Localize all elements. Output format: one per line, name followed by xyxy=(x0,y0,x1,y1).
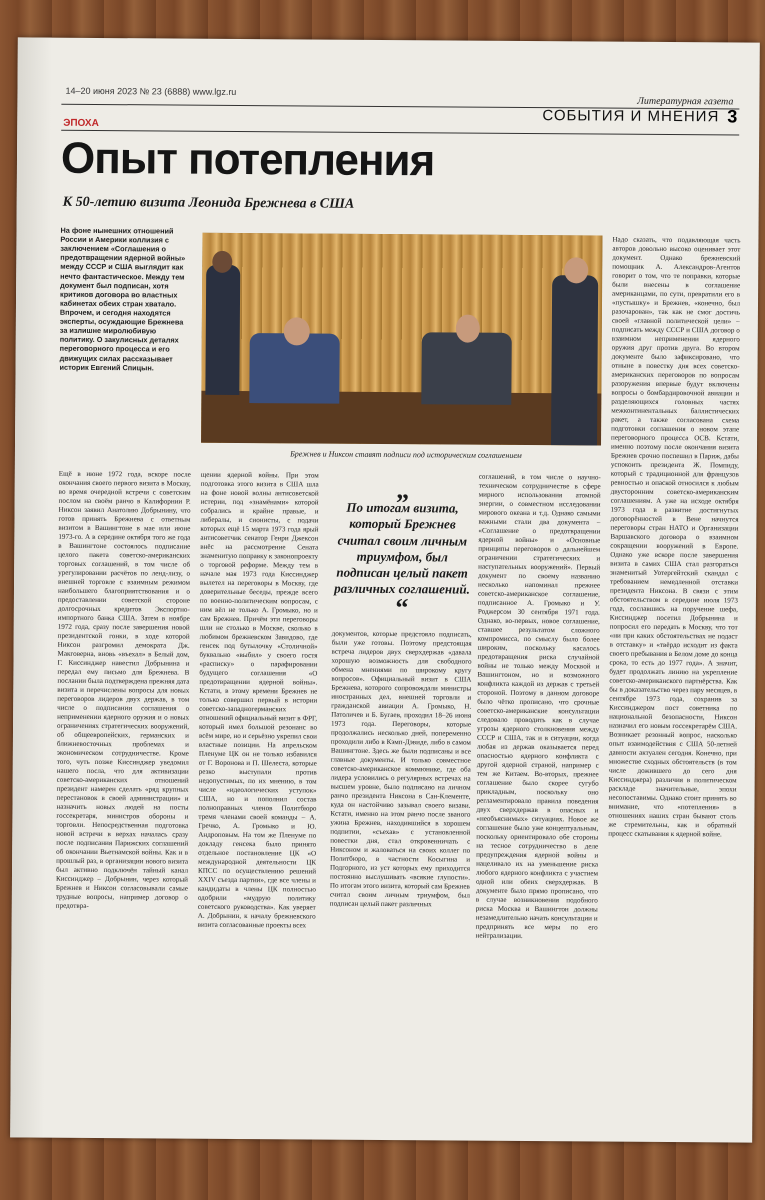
section-title: СОБЫТИЯ И МНЕНИЯ xyxy=(542,107,720,126)
photo-figure-right xyxy=(551,275,598,445)
rubric-label: ЭПОХА xyxy=(63,117,99,129)
pull-quote-text: По итогам визита, который Брежнев считал своим личным триумфом, был подписан целый пакет различных соглашений. xyxy=(334,499,470,597)
page-number: 3 xyxy=(727,106,738,127)
article-column-3b: соглашений, в том числе о научно-техническом сотрудничестве в сфере мирного использования атомной энергии, о совместном исследовании мирового океана и т.д. Однако самыми важными стали два документа – «Соглашение о предотвращении ядерной войны» и «Основные принципы переговоров о дальнейшем ограничении стратегических и наступательных вооружений». Первый документ по своему названию несколько напоминал прежнее советско-американское соглашение, подписанное А. Громыко и У. Роджерсом 30 сентября 1971 года. Однако, во-первых, новое соглашение, ставшее результатом сложного компромисса, по смыслу было более широким, поскольку касалось предотвращения риска случайной войны не только между Москвой и Вашингтоном, но и возможного конфликта каждой из держав с третьей стороной. Поэтому в данном договоре было чётко прописано, что срочные советско-американские консультации следовало проводить как в случае угрозы ядерного столкновения между СССР и США, так и в ситуации, когда любая из держав оказывается перед опасностью ядерного конфликта с другой ядерной страной, например с тем же Китаем. Во-вторых, прежнее соглашение было скорее сугубо прикладным, поскольку оно регламентировало правила поведения двух сверхдержав в опасных и «необъяснимых» ситуациях. Новое же соглашение было уже концептуальным, поскольку ориентировало обе стороны на тесное сотрудничество в деле предупреждения ядерной войны и нацеливало их на уменьшение риска любого ядерного конфликта с участием одной или обеих сверхдержав. В документе было прямо прописано, что в случае возникновения подобного риска Москва и Вашингтон должны незамедлительно начать консультации и предпринять все меры по его нейтрализации. xyxy=(475,472,601,940)
pull-quote xyxy=(332,475,473,622)
page-fold-shadow xyxy=(10,37,52,1137)
issue-date-line: 14–20 июня 2023 № 23 (6888) www.lgz.ru xyxy=(65,85,237,97)
photo-head-right xyxy=(564,257,588,283)
article-column-1: Ещё в июне 1972 года, вскоре после окончания своего первого визита в Москву, во время очередной встречи с советским послом на своём ранчо в Калифорнии Р. Никсон заявил Анатолию Добрынину, что готов принять Брежнева с ответным визитом в Вашингтоне в мае или июне 1973-го. А в середине октября того же года в Вашингтоне состоялось подписание целого пакета советско-американских торговых соглашений, в том числе об урегулировании расчётов по ленд-лизу, о внешней торговле с взаимным режимом наибольшего благоприятствования и о предоставлении советской стороне долгосрочных кредитов Экспортно-импортного банка США. Затем в ноябре 1972 года, сразу после завершения новой президентской гонки, в ходе которой Никсон разгромил демократа Дж. Макговерна, вновь «въехал» в Белый дом, Г. Киссинджер навестил Добрынина и передал ему письмо для Брежнева. В послании была подтверждена прежняя дата визита и перечислены вопросы для новых переговоров лидеров двух держав, в том числе о подписании соглашения о неприменении ядерного оружия и о новых ограничениях стратегических вооружений, об общеевропейских, германских и ближневосточных проблемах и экономическом сотрудничестве. Кроме того, чуть позже Киссинджер уведомил нашего посла, что для активизации советско-американских отношений президент намерен сделать «ряд крупных перестановок в своей администрации» и назначить новых людей на посты госсекретаря, министров обороны и торговли. Непосредственная подготовка новой встречи в верхах началась сразу после подписания Парижских соглашений об окончании Вьетнамской войны. Как и в прошлый раз, в организации нового визита был активно подключён тайный канал Киссинджер – Добрынин, через который Брежнев и Никсон согласовывали самые трудные вопросы, например договор о предотвра- xyxy=(55,469,191,910)
photo-head-brezhnev xyxy=(284,317,310,345)
photo-head-nixon xyxy=(456,314,480,342)
article-column-4: Надо сказать, что подавляющая часть авторов довольно высоко оценивает этот документ. Однако брежневский помощник А. Александров-Агентов говорит о том, что те поправки, которые были внесены в соглашение американцами, по сути, превратили его в «пустышку» и Брежнев, «конечно, был разочарован», так как не смог достичь своей «главной политической цели» – подписать между СССР и США договор о взаимном неприменении ядерного оружия друг против друга. Во втором документе было зафиксировано, что отныне в повестку дня всех советско-американских переговоров по вопросам разоружения впервые будут включены вопросы о бомбардировочной авиации и разделяющихся головных частях межконтинентальных баллистических ракет, а также согласована схема подготовки соглашения о новом этапе переговорного процесса ОСВ. Кстати, именно поэтому после окончания визита Брежнев срочно поспешил в Париж, дабы успокоить президента Ж. Помпиду, который с традиционной для французов ревностью и опаской относился к любым двусторонним советско-американским соглашениям. А уже на исходе октября 1973 года в развитие достигнутых договорённостей в Вене начнутся переговоры стран НАТО и Организации Варшавского договора о взаимном сокращении вооружений в Европе. Однако уже вскоре после завершения визита в самих США стал разгораться знаменитый Уотергейтский скандал с требованием немедленной отставки президента Никсона. В связи с этим обстоятельством в середине июля 1973 года, сославшись на поручение шефа, Киссинджер посетил Добрынина и попросил его передать в Москву, что тот «ни при каких обстоятельствах не подаст в отставку» и «твёрдо исходит из факта своего пребывания в Белом доме до конца срока, то есть до 1977 года». А значит, будет продолжать линию на укрепление советско-американского партнёрства. Как бы в доказательство через пару месяцев, в сентябре 1973 года, сохранив за Киссинджером пост советника по национальной безопасности, Никсон назначил его новым госсекретарём США. Возникает резонный вопрос, насколько опыт взаимодействия с США 50-летней давности актуален сегодня. Конечно, при множестве сходных обстоятельств (в том числе дожившего до сего дня Киссинджера) различия в политическом раскладе значительные, эпохи несопоставимы. Однако стоит принять во внимание, что «потепления» в отношениях наших стран бывают столь же стремительны, как и обратный процесс скатывания к ядерной войне. xyxy=(608,235,741,839)
photo-head-left xyxy=(212,251,232,273)
article-subtitle: К 50-летию визита Леонида Брежнева в США xyxy=(62,194,355,212)
newspaper-page xyxy=(10,37,760,1142)
quote-close-icon: “ xyxy=(395,592,409,622)
newspaper-brand: Литературная газета xyxy=(637,95,734,108)
photo-figure-left xyxy=(205,265,240,395)
article-column-3a: документов, которые предстояло подписать, были уже готовы. Поэтому предстоящая встреча лидеров двух сверхдержав «давала хорошую возможность для свободного обмена мнениями по широкому кругу вопросов». Официальный визит в США Брежнева, которого сопровождали министры иностранных дел, внешней торговли и гражданской авиации А. Громыко, Н. Патоличев и Б. Бугаев, проходил 18–26 июня 1973 года. Переговоры, которые продолжались несколько дней, попеременно проходили либо в Кэмп-Дэвиде, либо в самом Вашингтоне. Здесь же были подписаны и все главные документы. И только совместное советско-американское коммюнике, где оба лидера условились о регулярных встречах на высшем уровне, было подписано на личном ранчо президента Никсона в Сан-Клементе, куда он настойчиво зазывал своего визави. Кстати, именно на этом ранчо после званого ужина Брежнев, находившийся в хорошем подпитии, «съехав» с установленной повестки дня, стал откровенничать с Никсоном и жаловаться на своих коллег по Политбюро, в частности Косыгина и Подгорного, из уст которых ему приходится постоянно выслушивать «всякие глупости». По итогам этого визита, который сам Брежнев считал своим личным триумфом, был подписан целый пакет различных xyxy=(329,629,472,909)
article-title: Опыт потепления xyxy=(60,133,435,186)
article-column-2: щении ядерной войны. При этом подготовка этого визита в США шла на фоне новой волны антисоветской истерии, под «знамёнами» которой собрались и крайне правые, и либералы, и сионисты, с подачи которых ещё 15 марта 1973 года ярый антисоветчик сенатор Генри Джексон внёс на рассмотрение Сената знаменитую поправку к законопроекту о торговой реформе. Между тем в начале мая 1973 года Киссинджер вылетел на переговоры в Москву, где доверительные беседы, прежде всего по военно-политическим вопросам, с ним вёл не только А. Громыко, но и сам Брежнев. Причём эти переговоры шли не столько в Москве, сколько в любимом брежневском Завидово, где генсек под бутылочку «Столичной» буквально «выбил» у своего гостя «расписку» о парафировании будущего соглашения «О предотвращении ядерной войны». Кстати, в этому времени Брежнев не только совершил первый в истории советско-западногерманских отношений официальный визит в ФРГ, который имел большой резонанс во всём мире, но и серьёзно укрепил свои властные позиции. На апрельском Пленуме ЦК он не только избавился от Г. Воронова и П. Шелеста, которые резко выступали против недопустимых, по их мнению, в том числе «идеологических уступок» США, но и пополнил состав полноправных членов Политбюро тремя членами своей команды – А. Гречко, А. Громыко и Ю. Андроповым. На том же Пленуме по докладу генсека было принято отдельное постановление ЦК «О международной деятельности ЦК КПСС по осуществлению решений XXIV съезда партии», где все члены и кандидаты в члены ЦК полностью одобрили «мудрую политику советского руководства». Как уверяет А. Добрынин, к началу брежневского визита согласованные проекты всех xyxy=(197,470,319,930)
article-lead: На фоне нынешних отношений России и Америки коллизия с заключением «Соглашения о предотвращении ядерной войны» между СССР и США выглядит как нечто фантастическое. Между тем документ был подписан, хотя критиков договора во властных кабинетах обеих стран хватало. Впрочем, и сегодня находятся эксперты, осуждающие Брежнева за излишне миролюбивую политику. О закулисных деталях переговорного процесса и его движущих силах рассказывает историк Евгений Спицын. xyxy=(59,225,186,373)
article-photo xyxy=(201,233,602,446)
quote-open-icon: „ xyxy=(396,475,410,505)
photo-figure-nixon xyxy=(421,332,512,405)
photo-caption: Брежнев и Никсон ставят подписи под историческим соглашением xyxy=(290,449,522,460)
